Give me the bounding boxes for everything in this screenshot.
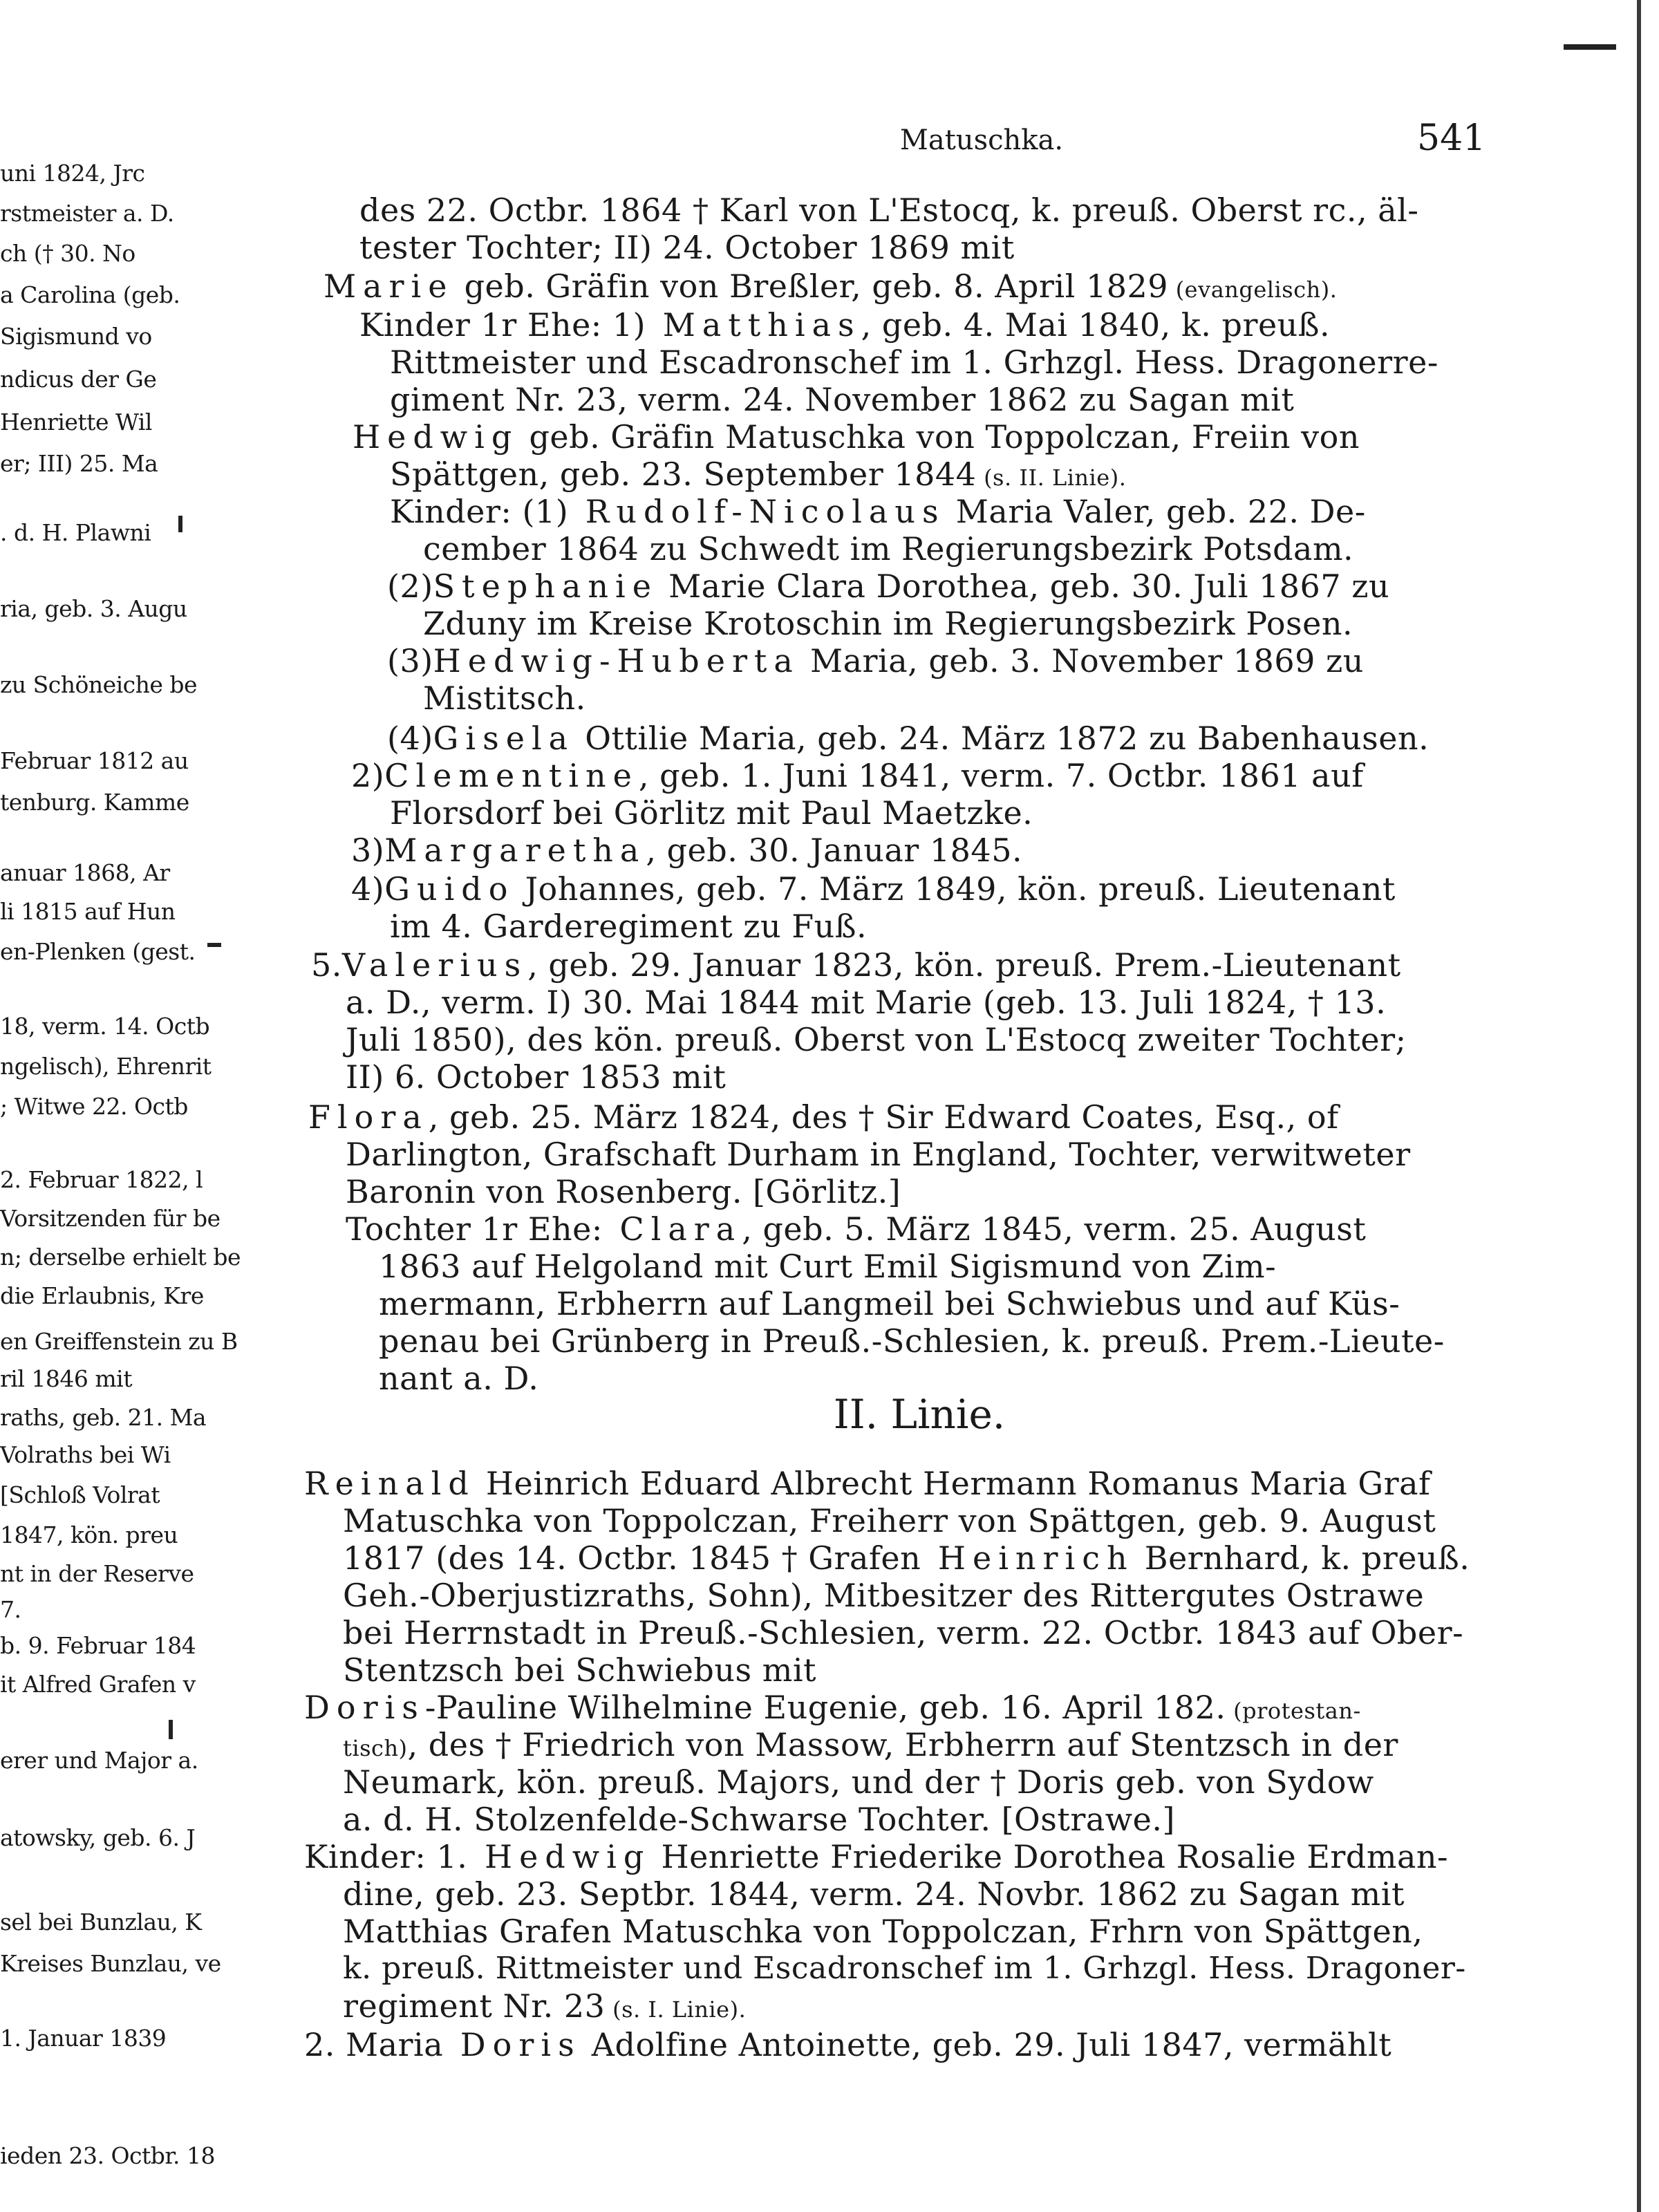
text: Maria Valer, geb. 22. De-: [945, 493, 1366, 530]
text-line: [379, 1286, 1400, 1322]
person-name: Clara: [602, 1210, 742, 1248]
text-line: [379, 1248, 1276, 1284]
margin-fragment: 18, verm. 14. Octb: [0, 1013, 210, 1040]
text: k. preuß. Rittmeister und Escadronschef im 1. Grhzgl. Hess. Dragoner-: [343, 1951, 1466, 1986]
margin-fragment: rstmeister a. D.: [0, 200, 174, 227]
margin-fragment: en-Plenken (gest.: [0, 938, 196, 965]
text-line: [351, 871, 1396, 907]
text-line: [304, 1839, 1448, 1875]
text: Spättgen, geb. 23. September 1844: [390, 456, 977, 493]
text-line: [346, 1174, 901, 1210]
text-line: [343, 1615, 1463, 1651]
margin-fragment: it Alfred Grafen v: [0, 1671, 196, 1698]
text-line: [387, 568, 1389, 604]
text-line: [343, 1988, 746, 2027]
text: bei Herrnstadt in Preuß.-Schlesien, verm. 22. Octbr. 1843 auf Ober-: [343, 1614, 1464, 1651]
margin-fragment: ieden 23. Octbr. 18: [0, 2142, 215, 2169]
margin-fragment: ch († 30. No: [0, 240, 135, 267]
page-number: 541: [1417, 118, 1486, 159]
person-name: Hedwig: [467, 1838, 651, 1875]
margin-fragment: ria, geb. 3. Augu: [0, 595, 187, 622]
text-line: [304, 2027, 1391, 2063]
text: a. d. H. Stolzenfelde-Schwarse Tochter. [Ostrawe.]: [343, 1801, 1175, 1838]
margin-fragment: en Greiffenstein zu B: [0, 1328, 238, 1355]
margin-fragment: a Carolina (geb.: [0, 281, 180, 308]
text-line: [359, 229, 1015, 265]
text-line: [423, 606, 1353, 641]
text: , geb. 29. Januar 1823, kön. preuß. Prem.-Lieutenant: [527, 946, 1401, 984]
text: (3): [387, 642, 433, 679]
text-line: [304, 1689, 1361, 1729]
text: giment Nr. 23, verm. 24. November 1862 zu Sagan mit: [390, 381, 1295, 418]
text: cember 1864 zu Schwedt im Regierungsbezirk Potsdam.: [423, 530, 1354, 568]
text-line: [346, 984, 1386, 1020]
text-line: [351, 758, 1364, 794]
text-line: [343, 1876, 1405, 1912]
text-line: [390, 795, 1033, 831]
text: Rittmeister und Escadronschef im 1. Grhzgl. Hess. Dragonerre-: [390, 344, 1438, 381]
text-line: [423, 680, 586, 716]
text-line: [343, 1652, 816, 1688]
text: , des † Friedrich von Massow, Erbherrn auf Stentzsch in der: [407, 1726, 1398, 1763]
person-name: Doris: [443, 2026, 581, 2063]
text-line: [387, 643, 1364, 679]
margin-fragment: Volraths bei Wi: [0, 1441, 171, 1468]
person-name: Hedwig: [353, 418, 519, 456]
margin-fragment: die Erlaubnis, Kre: [0, 1282, 204, 1309]
stray-mark: [207, 943, 221, 947]
text: 4): [351, 870, 385, 908]
margin-fragment: erer und Major a.: [0, 1747, 198, 1774]
text: Neumark, kön. preuß. Majors, und der † Doris geb. von Sydow: [343, 1763, 1374, 1801]
text-line: [390, 494, 1366, 529]
person-name: Flora: [308, 1098, 429, 1136]
text-line: [343, 1577, 1424, 1613]
text: 5.: [311, 946, 342, 984]
text: mermann, Erbherrn auf Langmeil bei Schwiebus und auf Küs-: [379, 1285, 1400, 1322]
text: Henriette Friederike Dorothea Rosalie Erdman-: [650, 1838, 1449, 1875]
margin-fragment: raths, geb. 21. Ma: [0, 1404, 207, 1431]
text: tester Tochter; II) 24. October 1869 mit: [359, 229, 1015, 266]
person-name: Matthias: [646, 306, 861, 344]
margin-fragment: ngelisch), Ehrenrit: [0, 1053, 212, 1080]
text-line: [343, 1951, 1466, 1987]
text: des 22. Octbr. 1864 † Karl von L'Estocq, k. preuß. Oberst rc., äl-: [359, 191, 1419, 229]
text-line: [343, 1913, 1423, 1949]
text: penau bei Grünberg in Preuß.-Schlesien, k. preuß. Prem.-Lieute-: [379, 1322, 1445, 1360]
text-line: [346, 1022, 1407, 1058]
text: Florsdorf bei Görlitz mit Paul Maetzke.: [390, 794, 1033, 832]
person-name: Heinrich: [921, 1539, 1134, 1577]
margin-fragment: Sigismund vo: [0, 323, 152, 350]
text: Matuschka von Toppolczan, Freiherr von Spättgen, geb. 9. August: [343, 1502, 1436, 1539]
text-line: [390, 908, 867, 944]
margin-fragment: 1847, kön. preu: [0, 1521, 178, 1548]
text-line: [308, 1099, 1339, 1135]
text-line: [387, 720, 1429, 756]
person-name: Reinald: [304, 1465, 476, 1502]
margin-fragment: Vorsitzenden für be: [0, 1205, 221, 1232]
text-line: [311, 947, 1401, 983]
text-line: [343, 1727, 1398, 1766]
text-line: [379, 1360, 538, 1396]
margin-fragment: ndicus der Ge: [0, 366, 157, 393]
text-line: [324, 268, 1337, 308]
text-line: [343, 1801, 1175, 1837]
margin-fragment: nt in der Reserve: [0, 1560, 194, 1587]
text: Juli 1850), des kön. preuß. Oberst von L'Estocq zweiter Tochter;: [346, 1021, 1407, 1058]
text-line: [351, 832, 1022, 868]
text: Kinder: 1.: [304, 1838, 468, 1875]
section-heading: II. Linie.: [833, 1391, 1006, 1438]
margin-fragment: [Schloß Volrat: [0, 1481, 160, 1508]
text: dine, geb. 23. Septbr. 1844, verm. 24. Novbr. 1862 zu Sagan mit: [343, 1875, 1405, 1913]
text-line: [379, 1323, 1445, 1359]
text-line: [346, 1136, 1411, 1172]
text: Geh.-Oberjustizraths, Sohn), Mitbesitzer des Rittergutes Ostrawe: [343, 1577, 1425, 1614]
small-note: (s. II. Linie).: [976, 465, 1127, 491]
text: a. D., verm. I) 30. Mai 1844 mit Marie (geb. 13. Juli 1824, † 13.: [346, 984, 1387, 1021]
text: Ottilie Maria, geb. 24. März 1872 zu Babenhausen.: [574, 720, 1430, 757]
margin-fragment: uni 1824, Jrc: [0, 160, 145, 187]
person-name: Valerius: [341, 946, 528, 984]
text: (4): [387, 720, 433, 757]
text: 3): [351, 832, 385, 869]
small-note: tisch): [343, 1735, 408, 1761]
running-header: Matuschka.: [899, 124, 1064, 156]
text: (2): [387, 568, 433, 605]
text: Bernhard, k. preuß.: [1134, 1539, 1470, 1577]
text-line: [346, 1059, 726, 1095]
text: Matthias Grafen Matuschka von Toppolczan, Frhrn von Spättgen,: [343, 1913, 1423, 1950]
small-note: (evangelisch).: [1168, 276, 1338, 303]
text: Maria, geb. 3. November 1869 zu: [799, 642, 1364, 679]
person-name: Hedwig-Huberta: [433, 642, 800, 679]
text-line: [343, 1540, 1470, 1576]
text: Adolfine Antoinette, geb. 29. Juli 1847, vermählt: [581, 2026, 1392, 2063]
margin-fragment: 2. Februar 1822, l: [0, 1166, 203, 1193]
text: Zduny im Kreise Krotoschin im Regierungsbezirk Posen.: [423, 605, 1353, 642]
text-line: [390, 344, 1438, 380]
person-name: Guido: [384, 870, 515, 908]
margin-fragment: Februar 1812 au: [0, 747, 189, 774]
margin-fragment: . d. H. Plawni: [0, 519, 151, 546]
margin-fragment: zu Schöneiche be: [0, 671, 198, 698]
margin-fragment: Henriette Wil: [0, 409, 152, 435]
margin-fragment: ril 1846 mit: [0, 1365, 132, 1392]
margin-fragment: Kreises Bunzlau, ve: [0, 1950, 221, 1977]
adjacent-page-margin: [0, 0, 241, 2212]
margin-fragment: anuar 1868, Ar: [0, 859, 170, 886]
text: 2): [351, 757, 385, 794]
text: , geb. 5. März 1845, verm. 25. August: [742, 1210, 1367, 1248]
margin-fragment: sel bei Bunzlau, K: [0, 1909, 202, 1936]
text: nant a. D.: [379, 1360, 539, 1397]
person-name: Rudolf-Nicolaus: [568, 493, 946, 530]
text-line: [304, 1465, 1431, 1501]
text-line: [346, 1211, 1366, 1247]
corner-mark: [1564, 44, 1616, 50]
margin-fragment: tenburg. Kamme: [0, 789, 189, 816]
text: 2. Maria: [304, 2026, 444, 2063]
text: , geb. 30. Januar 1845.: [646, 832, 1023, 869]
text: Stentzsch bei Schwiebus mit: [343, 1651, 817, 1689]
margin-fragment: b. 9. Februar 184: [0, 1632, 196, 1659]
page-edge-rule: [1637, 0, 1641, 2212]
person-name: Clementine: [384, 757, 639, 794]
text-line: [359, 192, 1418, 228]
small-note: (protestan-: [1226, 1698, 1361, 1724]
text-line: [343, 1764, 1374, 1800]
person-name: Marie: [324, 268, 454, 305]
text: II) 6. October 1853 mit: [346, 1058, 727, 1096]
text: Darlington, Grafschaft Durham in England, Tochter, verwitweter: [346, 1136, 1411, 1173]
person-name: Doris: [304, 1689, 425, 1726]
text: Kinder: (1): [390, 493, 569, 530]
text: 1863 auf Helgoland mit Curt Emil Sigismund von Zim-: [379, 1248, 1277, 1285]
text-line: [390, 456, 1126, 496]
small-note: (s. I. Linie).: [605, 1996, 747, 2023]
text: Johannes, geb. 7. März 1849, kön. preuß. Lieutenant: [514, 870, 1396, 908]
text-line: [423, 531, 1353, 567]
margin-fragment: atowsky, geb. 6. J: [0, 1824, 196, 1851]
text: Kinder 1r Ehe: 1): [359, 306, 646, 344]
text: , geb. 4. Mai 1840, k. preuß.: [861, 306, 1331, 344]
text: Tochter 1r Ehe:: [346, 1210, 603, 1248]
margin-fragment: er; III) 25. Ma: [0, 450, 158, 477]
person-name: Margaretha: [384, 832, 646, 869]
margin-fragment: 1. Januar 1839: [0, 2025, 167, 2052]
text: , geb. 25. März 1824, des † Sir Edward Coates, Esq., of: [428, 1098, 1339, 1136]
text: Marie Clara Dorothea, geb. 30. Juli 1867 zu: [657, 568, 1390, 605]
margin-fragment: ; Witwe 22. Octb: [0, 1093, 188, 1120]
margin-fragment: li 1815 auf Hun: [0, 898, 176, 925]
text: -Pauline Wilhelmine Eugenie, geb. 16. April 182.: [424, 1689, 1226, 1726]
text-line: [343, 1503, 1436, 1539]
text: 1817 (des 14. Octbr. 1845 † Grafen: [343, 1539, 921, 1577]
person-name: Stephanie: [433, 568, 658, 605]
text: Mistitsch.: [423, 679, 586, 717]
text: regiment Nr. 23: [343, 1987, 606, 2025]
text: im 4. Garderegiment zu Fuß.: [390, 908, 868, 945]
text-line: [353, 419, 1360, 455]
text: Baronin von Rosenberg. [Görlitz.]: [346, 1173, 901, 1210]
stray-mark: [178, 516, 182, 532]
text: geb. Gräfin von Breßler, geb. 8. April 1829: [453, 268, 1169, 305]
text: geb. Gräfin Matuschka von Toppolczan, Freiin von: [518, 418, 1360, 456]
person-name: Gisela: [433, 720, 575, 757]
text-line: [359, 307, 1330, 343]
margin-fragment: n; derselbe erhielt be: [0, 1244, 241, 1271]
margin-fragment: 7.: [0, 1596, 21, 1623]
text: Heinrich Eduard Albrecht Hermann Romanus Maria Graf: [475, 1465, 1431, 1502]
text-line: [390, 382, 1294, 418]
text: , geb. 1. Juni 1841, verm. 7. Octbr. 1861 auf: [638, 757, 1364, 794]
